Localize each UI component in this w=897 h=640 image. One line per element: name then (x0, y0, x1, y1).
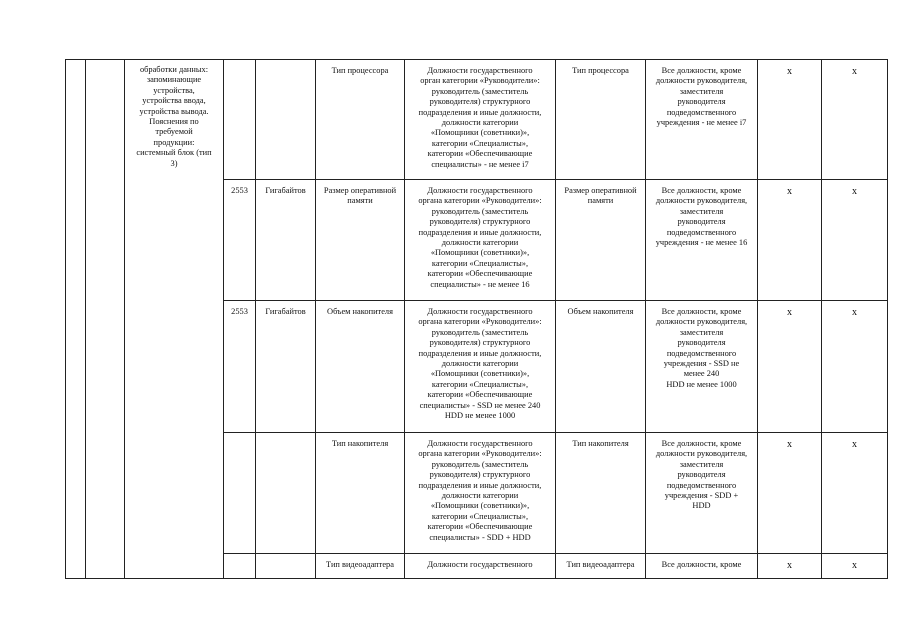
justification-cell: x (758, 301, 822, 433)
function-cell: x (822, 301, 888, 433)
okei-code-cell (224, 554, 256, 579)
approved-value-cell: Все должности, кроме должности руководителя, заместителя руководителя подведомственного учреждения - SDD + HDD (646, 433, 758, 554)
okei-code-cell (224, 433, 256, 554)
unit-name-cell: Гигабайтов (256, 180, 316, 301)
product-description-cell: обработки данных: запоминающие устройства, устройства ввода, устройства вывода. Пояснения по требуемой продукции: системный блок (тип 3) (125, 60, 224, 579)
characteristic-value-cell: Должности государственного (405, 554, 556, 579)
approved-value-cell: Все должности, кроме должности руководителя, заместителя руководителя подведомственного учреждения - SSD не менее 240 HDD не менее 1000 (646, 301, 758, 433)
row-number-cell (66, 60, 86, 579)
approved-characteristic-cell: Размер оперативной памяти (556, 180, 646, 301)
characteristic-value-cell: Должности государственного органа категории «Руководители»: руководитель (заместитель руководителя) структурного подразделения и иные должности, должности категории «Помощники (советники)», категории «Специалисты», категории «Обеспечивающие специалисты» - SDD + HDD (405, 433, 556, 554)
characteristic-cell: Объем накопителя (316, 301, 405, 433)
characteristic-cell: Тип видеоадаптера (316, 554, 405, 579)
unit-name-cell (256, 554, 316, 579)
characteristic-value-cell: Должности государственного органа категории «Руководители»: руководитель (заместитель руководителя) структурного подразделения и иные должности, должности категории «Помощники (советники)», категории «Специалисты», категории «Обеспечивающие специалисты» - не менее 16 (405, 180, 556, 301)
approved-characteristic-cell: Тип накопителя (556, 433, 646, 554)
justification-cell: x (758, 433, 822, 554)
table-row (66, 60, 888, 180)
characteristic-cell: Размер оперативной памяти (316, 180, 405, 301)
characteristic-cell: Тип накопителя (316, 433, 405, 554)
okei-code-cell: 2553 (224, 301, 256, 433)
unit-name-cell: Гигабайтов (256, 301, 316, 433)
characteristic-value-cell: Должности государственного орган категории «Руководители»: руководитель (заместитель руководителя) структурного подразделения и иные должности, должности категории «Помощники (советники)», категории «Специалисты», категории «Обеспечивающие специалисты» - не менее i7 (405, 60, 556, 180)
approved-value-cell: Все должности, кроме должности руководителя, заместителя руководителя подведомственного учреждения - не менее 16 (646, 180, 758, 301)
justification-cell: x (758, 180, 822, 301)
code-cell (86, 60, 125, 579)
okei-code-cell (224, 60, 256, 180)
function-cell: x (822, 60, 888, 180)
approved-value-cell: Все должности, кроме (646, 554, 758, 579)
okei-code-cell: 2553 (224, 180, 256, 301)
procurement-table (65, 59, 888, 579)
function-cell: x (822, 180, 888, 301)
function-cell: x (822, 433, 888, 554)
unit-name-cell (256, 60, 316, 180)
justification-cell: x (758, 60, 822, 180)
unit-name-cell (256, 433, 316, 554)
characteristic-value-cell: Должности государственного органа категории «Руководители»: руководитель (заместитель руководителя) структурного подразделения и иные должности, должности категории «Помощники (советники)», категории «Специалисты», категории «Обеспечивающие специалисты» - SSD не менее 240 HDD не менее 1000 (405, 301, 556, 433)
approved-characteristic-cell: Тип процессора (556, 60, 646, 180)
characteristic-cell: Тип процессора (316, 60, 405, 180)
approved-characteristic-cell: Тип видеоадаптера (556, 554, 646, 579)
function-cell: x (822, 554, 888, 579)
approved-value-cell: Все должности, кроме должности руководителя, заместителя руководителя подведомственного учреждения - не менее i7 (646, 60, 758, 180)
justification-cell: x (758, 554, 822, 579)
approved-characteristic-cell: Объем накопителя (556, 301, 646, 433)
